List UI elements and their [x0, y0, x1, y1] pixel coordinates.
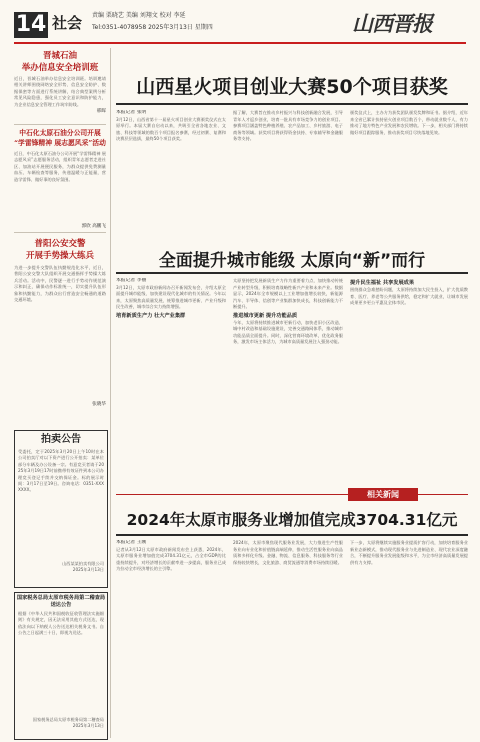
story2-subhead-2: 推进城市更新 提升功能品质 [233, 312, 298, 319]
story2-para2: 太原坚持把发展新质生产力作为重要着力点，加快推动传统产业转型升级，积极培育战略性新兴产业和未来产业。数据显示，2024年全市规模以上工业增加值增长较快，新能源汽车、半导体、信创等产业集群加快成长，科技创新能力不断提升。 [233, 278, 343, 309]
left-article-2-body: 近日，中石化太原石油分公司开展“学雷锋精神 展志愿风采”志愿服务活动，组织青年志愿者走进社区、加油站开展便民服务，为群众提供免费测量血压、车辆检查等服务，传递温暖与正能量，营造学雷锋、做好事的良好氛围。 [14, 151, 106, 182]
left-article-3-byline: 张晓华 [92, 402, 106, 407]
story3-para3: 下一步，太原将继续实施服务业提质扩容行动，加快培育服务业新业态新模式，推动现代服务业与先进制造业、现代农业深度融合，不断提升服务业发展能级和水平，为全市经济高质量发展提供有力支撑。 [350, 540, 468, 565]
header-rule [14, 42, 466, 44]
story3-col1 [116, 540, 226, 736]
left-article-1-body: 近日，晋城石油举办信息安全培训班。培训邀请相关讲师围绕网络安全形势、信息安全防护、数据保密等方面进行系统讲解，结合典型案例分析常见风险隐患，强化员工安全意识和防护能力，为企业信息安全管理工作筑牢防线。 [14, 76, 106, 107]
story3-col2 [233, 540, 343, 736]
newspaper-masthead: 山西晋报 [352, 11, 432, 36]
contact-date: Tel:0351-4078958 2025年3月13日 星期四 [92, 24, 213, 31]
story2-col2 [233, 278, 343, 478]
tax-service-notice-body: 根据《中华人民共和国税收征收管理法实施细则》有关规定，因无法采用其他方式送达，现依法向以下纳税人公告送达相关税务文书。自公告之日起满三十日，即视为送达。 [18, 611, 104, 636]
tax-service-notice-footer: 国家税务总局太原市税务局第二稽查局 2025年3月13日 [32, 717, 104, 729]
story2-subhead-1: 培育新质生产力 壮大产业集群 [116, 312, 186, 319]
left-article-3-title: 普阳公安交警 开展手势操大练兵 [25, 239, 94, 261]
auction-notice [14, 430, 108, 588]
story2-subhead-3: 提升民生福祉 共享发展成果 [350, 280, 415, 286]
auction-notice-title: 拍卖公告 [41, 434, 81, 445]
section-title: 社会 [52, 14, 83, 32]
story1-headline: 山西星火项目创业大赛50个项目获奖 [136, 76, 448, 98]
tax-service-notice-title: 国家税务总局太原市税务局第二稽查局 送达公告 [16, 595, 106, 608]
page-header [0, 0, 480, 44]
left-article-1-byline: 邢晖 [96, 109, 106, 114]
story2-rule [116, 272, 468, 274]
column-separator [110, 48, 111, 738]
divider [14, 232, 106, 233]
story2-col1 [116, 278, 226, 478]
story1-col1 [116, 110, 226, 228]
story3-para2: 2024年，太原市聚焦现代服务业发展，大力推进生产性服务业向专业化和价值链高端延伸，推动生活性服务业向高品质和多样化升级。金融、物流、信息服务、科技服务等行业保持较快增长，文化旅游、商贸流通等消费市场持续回暖。 [233, 540, 343, 565]
left-article-2 [14, 128, 106, 229]
left-article-2-title: 中石化太原石油分公司开展 “学雷锋精神 展志愿风采”活动 [14, 129, 106, 147]
story2-headline: 全面提升城市能级 太原向“新”而行 [158, 251, 426, 271]
story1-para1: 3月12日，山西省第十一届星火项目创业大赛颁奖仪式在太原举行。本届大赛自启动以来，共吸引全省各地农业、文旅、科技等领域的数百个项目报名参赛，经过初赛、复赛和决赛层层选拔，最终50个项目获奖。 [116, 116, 226, 141]
story1-rule [116, 103, 468, 105]
editor-credits: 责编 栗晓艺 美编 刘翔文 校对 李延 [92, 12, 186, 19]
left-article-2-byline: 郭欣 高鹏飞 [81, 224, 106, 229]
story1-author: 本报记者 张明 [116, 110, 147, 115]
page-number: 14 [15, 12, 47, 37]
story2-author: 本报记者 李丽 [116, 278, 147, 283]
story3-rule [116, 534, 468, 536]
story3-para1: 记者从3月12日太原市政府新闻发布会上获悉，2024年，太原市服务业增加值完成3704.31亿元，占全市GDP的比重持续提升，对经济增长的贡献率进一步提高，服务业已成为拉动全市经济增长的主引擎。 [116, 546, 226, 571]
story2-para3: 今年，太原将持续推进城市更新行动，加快老旧小区改造、城中村改造和基础设施建设，完善交通路网体系，推动城市功能品质全面提升。同时，深化营商环境改革，优化政务服务，激发市场主体活力，为城市高质量发展注入强劲动能。 [233, 319, 343, 344]
story1-col2 [233, 110, 343, 228]
left-article-1 [14, 50, 106, 114]
story1-para3: 颁奖仪式上，主办方为获奖团队颁发奖牌和证书。据介绍，近年来全省已累计扶持星火创业项目数百个，带动就业数千人，有力推动了地方特色产业发展和农民增收。下一步，相关部门将持续做好项目跟踪服务，推动获奖项目尽快落地见效。 [350, 110, 468, 135]
story1-col3 [350, 110, 468, 228]
story2-para4: 围绕群众急难愁盼问题，太原将持续加大民生投入，扩大优质教育、医疗、养老等公共服务供给，稳定和扩大就业，让城市发展成果更多更公平惠及全体市民。 [350, 287, 468, 305]
story2-para1: 3月12日，太原市政府新闻办召开新闻发布会，介绍太原全面提升城市能级、加快建设现代化城市的有关情况。今年以来，太原聚焦高质量发展，统筹推进城市更新、产业升级和民生改善，城市综合实力持续增强。 [116, 284, 226, 309]
story3-col3 [350, 540, 468, 736]
auction-notice-footer: 山西某某拍卖有限公司 2025年3月13日 [62, 561, 104, 573]
tax-service-notice [14, 592, 108, 740]
left-article-3 [14, 238, 106, 407]
story1-para2: 据了解，大赛旨在推动乡村振兴与科技创新融合发展，引导青年人才返乡创业，培育一批具有市场竞争力的创业项目。参赛项目涵盖特色种植养殖、农产品加工、乡村旅游、电子商务等领域。获奖项目将获得资金扶持、专家辅导和金融服务等支持。 [233, 110, 343, 141]
story3-headline: 2024年太原市服务业增加值完成3704.31亿元 [126, 511, 458, 529]
divider [14, 124, 106, 125]
left-article-1-title: 晋城石油 举办信息安全培训班 [21, 51, 99, 73]
left-article-3-body: 为进一步提升交警队伍执勤规范化水平，近日，普阳公安交警大队组织开展交通指挥手势操大练兵活动。活动中，民警逐一进行手势动作规范演示和纠正，确保动作标准统一，切实提升队伍形象和执勤能力，为群众出行营造安全畅通的道路交通环境。 [14, 265, 106, 303]
auction-notice-body: 受委托，定于2025年3月20日上午10时在本公司拍卖厅对以下资产进行公开拍卖：某单位部分车辆及办公设备一宗。有意竞买者请于2025年3月19日17时前携带有效证件到本公司办理竞买登记手续并交纳保证金。标的展示时间：3月17日至19日。咨询电话：0351-XXXXXXX。 [18, 449, 104, 493]
story2-col3 [350, 278, 468, 478]
related-news-tag: 相关新闻 [348, 488, 418, 501]
story3-author: 本报记者 王刚 [116, 540, 147, 545]
